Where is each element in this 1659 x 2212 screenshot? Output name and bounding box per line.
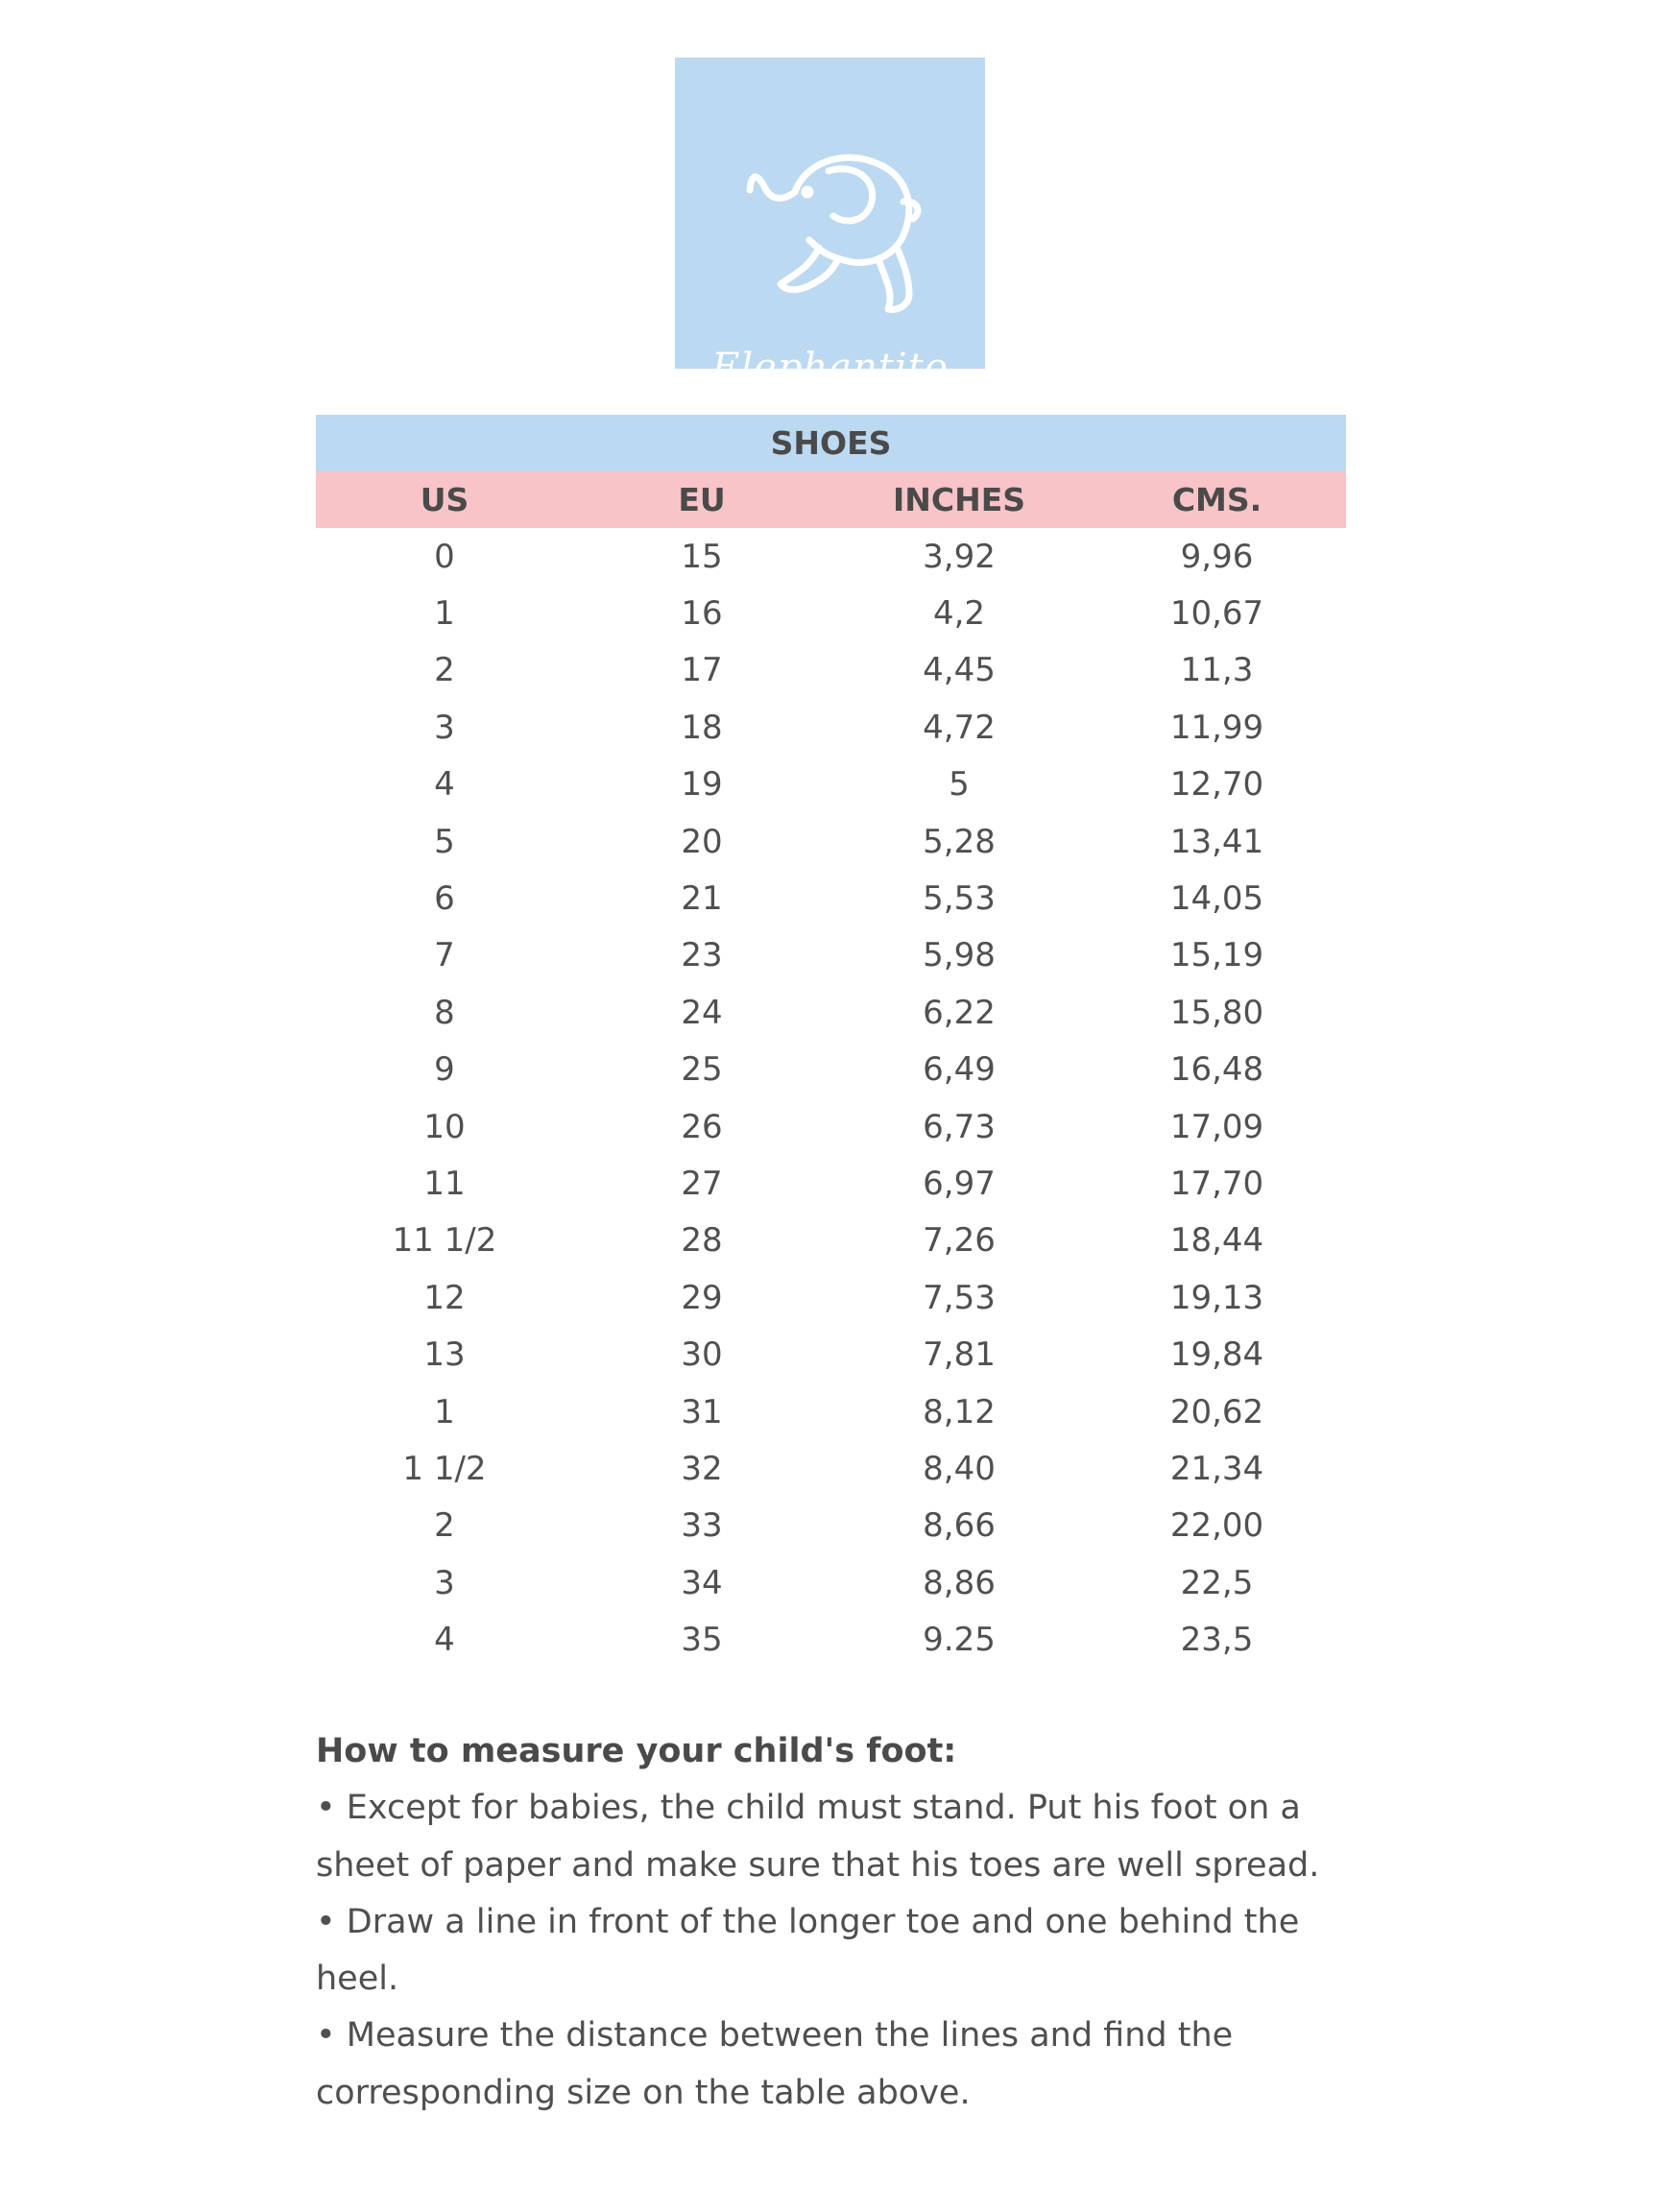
table-row bbox=[316, 1498, 1346, 1554]
cell-us: 8 bbox=[434, 993, 455, 1032]
cell-eu: 29 bbox=[681, 1278, 723, 1317]
cell-inches: 4,72 bbox=[923, 708, 996, 747]
table-row bbox=[316, 699, 1346, 756]
table-row bbox=[316, 1098, 1346, 1155]
table-row bbox=[316, 757, 1346, 813]
brand-logo bbox=[675, 58, 985, 390]
cell-eu: 15 bbox=[681, 537, 723, 576]
cell-cms: 21,34 bbox=[1169, 1449, 1264, 1488]
cell-eu: 27 bbox=[681, 1164, 723, 1203]
cell-us: 10 bbox=[423, 1107, 466, 1146]
cell-cms: 19,84 bbox=[1169, 1335, 1264, 1375]
table-row bbox=[316, 1213, 1346, 1269]
cell-cms: 23,5 bbox=[1180, 1621, 1254, 1660]
cell-inches: 9.25 bbox=[923, 1621, 996, 1660]
cell-us: 6 bbox=[434, 879, 455, 919]
cell-cms: 22,5 bbox=[1180, 1563, 1254, 1602]
cell-cms: 18,44 bbox=[1169, 1221, 1264, 1261]
cell-us: 0 bbox=[434, 537, 455, 576]
cell-cms: 17,70 bbox=[1169, 1164, 1264, 1203]
brand-name: Elephantito bbox=[711, 346, 949, 390]
cell-us: 3 bbox=[434, 1563, 455, 1602]
table-row bbox=[316, 1269, 1346, 1326]
cell-us: 2 bbox=[434, 1506, 455, 1546]
instruction-step: • Except for babies, the child must stand. Put his foot on a sheet of paper and make sure that his toes are well spread. bbox=[316, 1789, 1320, 1885]
cell-us: 4 bbox=[434, 765, 455, 805]
cell-us: 1 bbox=[434, 594, 455, 634]
column-header-inches: INCHES bbox=[892, 481, 1026, 518]
cell-eu: 25 bbox=[681, 1050, 723, 1090]
cell-cms: 12,70 bbox=[1169, 765, 1264, 805]
cell-inches: 7,26 bbox=[923, 1221, 996, 1261]
cell-cms: 20,62 bbox=[1169, 1392, 1264, 1431]
cell-us: 4 bbox=[434, 1621, 455, 1660]
cell-cms: 14,05 bbox=[1169, 879, 1264, 919]
cell-us: 3 bbox=[434, 708, 455, 747]
table-row bbox=[316, 1326, 1346, 1382]
cell-eu: 34 bbox=[681, 1563, 723, 1602]
cell-cms: 15,80 bbox=[1169, 993, 1264, 1032]
cell-inches: 5,53 bbox=[923, 879, 996, 919]
cell-eu: 21 bbox=[681, 879, 723, 919]
cell-eu: 30 bbox=[681, 1335, 723, 1375]
cell-us: 12 bbox=[423, 1278, 466, 1317]
cell-eu: 24 bbox=[681, 993, 723, 1032]
cell-inches: 4,2 bbox=[932, 594, 986, 634]
size-chart-table bbox=[316, 415, 1346, 1669]
table-body bbox=[316, 528, 1346, 1669]
cell-eu: 33 bbox=[681, 1506, 723, 1546]
cell-cms: 11,3 bbox=[1180, 651, 1254, 690]
cell-cms: 11,99 bbox=[1169, 708, 1264, 747]
cell-us: 7 bbox=[434, 936, 455, 975]
table-row bbox=[316, 1611, 1346, 1668]
cell-us: 13 bbox=[423, 1335, 466, 1375]
cell-cms: 19,13 bbox=[1169, 1278, 1264, 1317]
cell-eu: 31 bbox=[681, 1392, 723, 1431]
measuring-instructions bbox=[316, 1723, 1362, 2122]
instruction-step: • Measure the distance between the lines and find the corresponding size on the table above. bbox=[316, 2016, 1234, 2112]
column-header-eu: EU bbox=[678, 481, 726, 518]
elephant-icon bbox=[675, 58, 985, 369]
cell-us: 11 1/2 bbox=[392, 1221, 497, 1261]
cell-inches: 8,12 bbox=[923, 1392, 996, 1431]
table-row bbox=[316, 1554, 1346, 1611]
table-header bbox=[316, 471, 1346, 528]
cell-eu: 16 bbox=[681, 594, 723, 634]
cell-cms: 17,09 bbox=[1169, 1107, 1264, 1146]
cell-cms: 9,96 bbox=[1180, 537, 1254, 576]
cell-inches: 8,40 bbox=[923, 1449, 996, 1488]
table-title: SHOES bbox=[316, 415, 1346, 471]
cell-inches: 5,98 bbox=[923, 936, 996, 975]
cell-inches: 3,92 bbox=[923, 537, 996, 576]
table-row bbox=[316, 927, 1346, 984]
cell-inches: 6,49 bbox=[923, 1050, 996, 1090]
cell-eu: 19 bbox=[681, 765, 723, 805]
cell-eu: 32 bbox=[681, 1449, 723, 1488]
table-row bbox=[316, 813, 1346, 870]
cell-eu: 23 bbox=[681, 936, 723, 975]
cell-eu: 28 bbox=[681, 1221, 723, 1261]
cell-cms: 16,48 bbox=[1169, 1050, 1264, 1090]
cell-cms: 13,41 bbox=[1169, 822, 1264, 861]
cell-inches: 5 bbox=[949, 765, 970, 805]
cell-inches: 7,81 bbox=[923, 1335, 996, 1375]
cell-us: 5 bbox=[434, 822, 455, 861]
cell-cms: 22,00 bbox=[1169, 1506, 1264, 1546]
table-row bbox=[316, 1383, 1346, 1440]
cell-us: 1 1/2 bbox=[402, 1449, 487, 1488]
cell-eu: 26 bbox=[681, 1107, 723, 1146]
column-header-us: US bbox=[420, 481, 469, 518]
instruction-step: • Draw a line in front of the longer toe and one behind the heel. bbox=[316, 1902, 1300, 1999]
cell-inches: 5,28 bbox=[923, 822, 996, 861]
cell-inches: 4,45 bbox=[923, 651, 996, 690]
table-row bbox=[316, 984, 1346, 1041]
table-row bbox=[316, 642, 1346, 699]
table-row bbox=[316, 870, 1346, 926]
table-row bbox=[316, 585, 1346, 641]
cell-inches: 8,66 bbox=[923, 1506, 996, 1546]
table-row bbox=[316, 1440, 1346, 1497]
cell-eu: 17 bbox=[681, 651, 723, 690]
cell-inches: 6,73 bbox=[923, 1107, 996, 1146]
table-row bbox=[316, 528, 1346, 585]
cell-inches: 6,97 bbox=[923, 1164, 996, 1203]
cell-cms: 15,19 bbox=[1169, 936, 1264, 975]
cell-us: 9 bbox=[434, 1050, 455, 1090]
cell-us: 2 bbox=[434, 651, 455, 690]
cell-inches: 8,86 bbox=[923, 1563, 996, 1602]
cell-inches: 6,22 bbox=[923, 993, 996, 1032]
cell-cms: 10,67 bbox=[1169, 594, 1264, 634]
cell-inches: 7,53 bbox=[923, 1278, 996, 1317]
cell-eu: 35 bbox=[681, 1621, 723, 1660]
cell-us: 11 bbox=[423, 1164, 466, 1203]
cell-eu: 18 bbox=[681, 708, 723, 747]
instructions-heading: How to measure your child's foot: bbox=[316, 1732, 957, 1770]
cell-us: 1 bbox=[434, 1392, 455, 1431]
column-header-cms: CMS. bbox=[1171, 481, 1262, 518]
cell-eu: 20 bbox=[681, 822, 723, 861]
table-row bbox=[316, 1042, 1346, 1098]
table-row bbox=[316, 1155, 1346, 1212]
